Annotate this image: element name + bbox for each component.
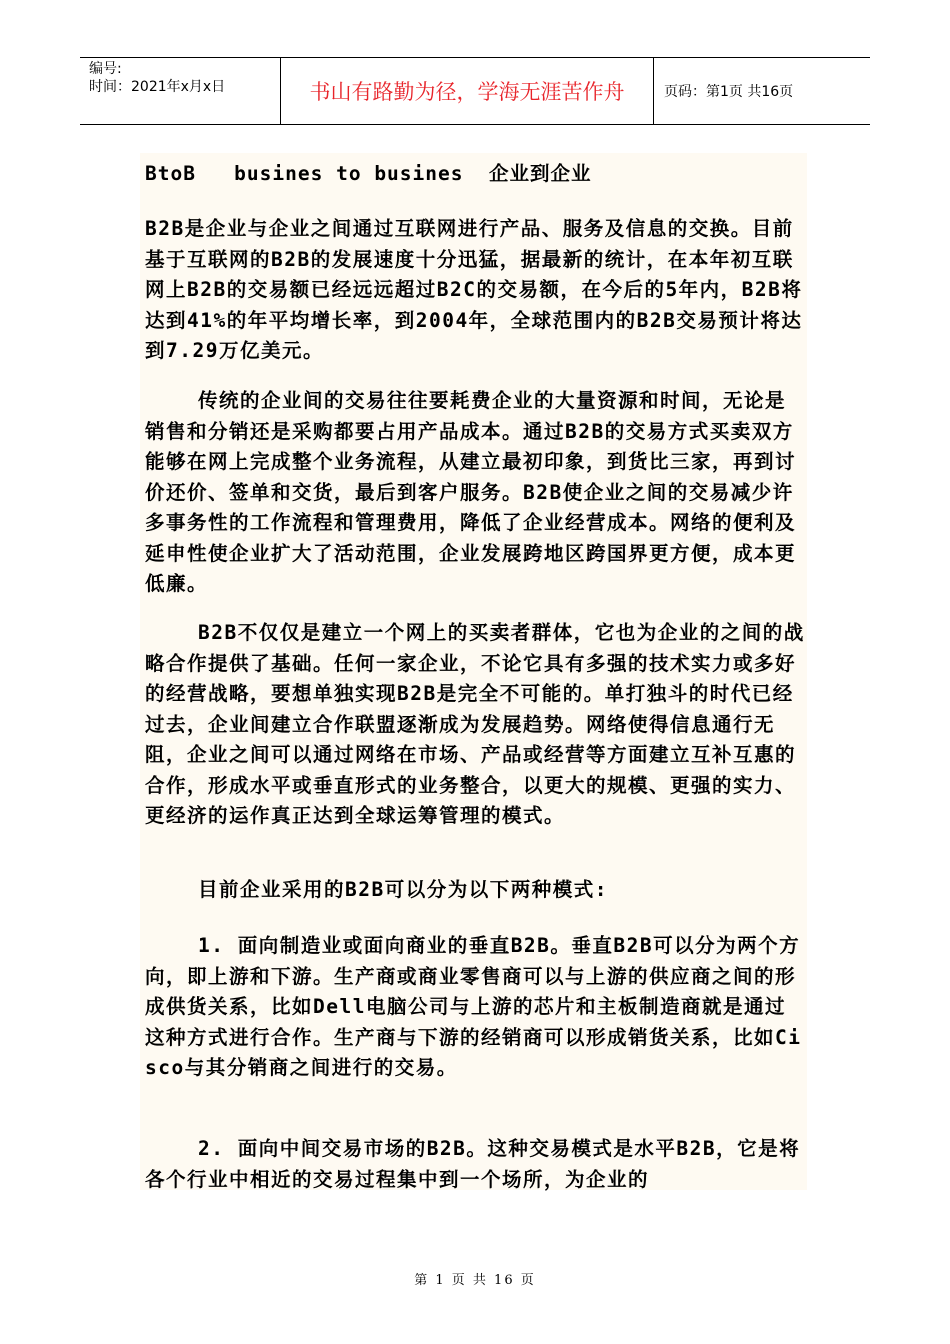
- paragraph-traditional: 传统的企业间的交易往往要耗费企业的大量资源和时间，无论是销售和分销还是采购都要占用产品成本。通过B2B的交易方式买卖双方能够在网上完成整个业务流程，从建立最初印象，到货比三家，再到讨价还价、签单和交货，最后到客户服务。B2B使企业之间的交易减少许多事务性的工作流程和管理费用，降低了企业经营成本。网络的便利及延申性使企业扩大了活动范围，企业发展跨地区跨国界更方便，成本更低廉。: [145, 389, 797, 595]
- document-header: [80, 57, 870, 125]
- page-number-cell: [654, 58, 870, 124]
- paragraph-modes-intro: 目前企业采用的B2B可以分为以下两种模式:: [145, 878, 608, 901]
- paragraph-vertical-b2b: 1. 面向制造业或面向商业的垂直B2B。垂直B2B可以分为两个方向，即上游和下游。生产商或商业零售商可以与上游的供应商之间的形成供货关系，比如Dell电脑公司与上游的芯片和主板制造商就是通过这种方式进行合作。生产商与下游的经销商可以形成销货关系，比如Cisco与其分销商之间进行的交易。: [145, 934, 802, 1079]
- number-label: 编号:: [89, 61, 122, 77]
- paragraph-horizontal-b2b: 2. 面向中间交易市场的B2B。这种交易模式是水平B2B，它是将各个行业中相近的交易过程集中到一个场所，为企业的: [145, 1137, 801, 1191]
- page-footer: 第 1 页 共 16 页: [414, 1273, 536, 1288]
- paragraph-cooperation: B2B不仅仅是建立一个网上的买卖者群体，它也为企业的之间的战略合作提供了基础。任何一家企业，不论它具有多强的技术实力或多好的经营战略，要想单独实现B2B是完全不可能的。单打独斗的时代已经过去，企业间建立合作联盟逐渐成为发展趋势。网络使得信息通行无阻，企业之间可以通过网络在市场、产品或经营等方面建立互补互惠的合作，形成水平或垂直形式的业务整合，以更大的规模、更强的实力、更经济的运作真正达到全球运筹管理的模式。: [145, 621, 805, 827]
- motto-text: 书山有路勤为径，学海无涯苦作舟: [309, 80, 625, 104]
- header-page-label: 页码：第1页 共16页: [664, 84, 794, 100]
- paragraph-intro: B2B是企业与企业之间通过互联网进行产品、服务及信息的交换。目前基于互联网的B2B的发展速度十分迅猛，据最新的统计，在本年初互联网上B2B的交易额已经远远超过B2C的交易额，在今后的5年内，B2B将达到41%的年平均增长率，到2004年，全球范围内的B2B交易预计将达到7.29万亿美元。: [145, 217, 803, 362]
- time-label: 时间：2021年x月x日: [89, 79, 226, 95]
- document-title: BtoB busines to busines 企业到企业: [145, 162, 592, 185]
- motto-cell: [281, 58, 654, 124]
- header-meta-cell: [80, 58, 281, 124]
